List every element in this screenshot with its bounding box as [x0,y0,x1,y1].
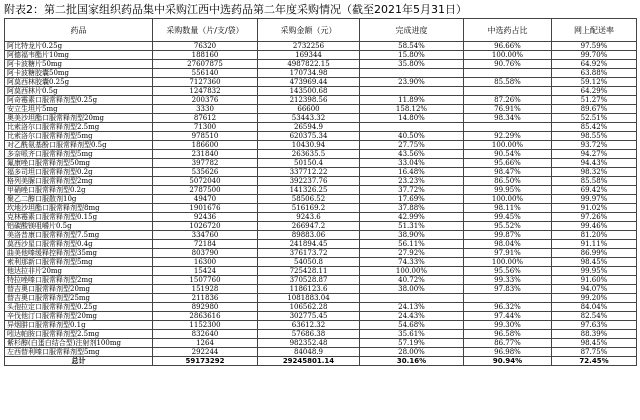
cell-progress: 54.68% [360,321,464,330]
cell-progress [360,294,464,303]
cell-share: 95.56% [464,267,552,276]
cell-share: 100.00% [464,195,552,204]
cell-amount: 392237.76 [258,177,360,186]
cell-volume: 2787500 [153,186,258,195]
cell-delivery: 85.58% [552,177,637,186]
cell-share: 99.30% [464,321,552,330]
cell-delivery: 99.95% [552,267,637,276]
table-row [5,330,637,339]
table-row [5,258,637,267]
cell-delivery: 51.27% [552,96,637,105]
cell-drug: 吲达帕胺口服常释剂型2.5mg [5,330,153,339]
cell-progress [360,123,464,132]
table-row [5,51,637,60]
cell-delivery: 59.12% [552,78,637,87]
cell-amount: 141326.25 [258,186,360,195]
table-row [5,78,637,87]
cell-delivery: 99.20% [552,294,637,303]
document-title: 附表2：第二批国家组织药品集中采购江西中选药品第二年度采购情况（截至2021年5月31日） [4,3,467,16]
cell-amount: 53443.32 [258,114,360,123]
cell-delivery: 98.55% [552,132,637,141]
cell-drug: 阿莫西林胶囊0.25g [5,78,153,87]
cell-delivery: 87.75% [552,348,637,357]
cell-drug: 异烟肼口服常释剂型0.1g [5,321,153,330]
cell-drug: 格列美脲口服常释剂型2mg [5,177,153,186]
cell-volume: 16300 [153,258,258,267]
cell-drug: 比索洛尔口服常释剂型5mg [5,132,153,141]
cell-volume: 556140 [153,69,258,78]
cell-share: 98.47% [464,168,552,177]
cell-progress: 27.92% [360,249,464,258]
cell-share [464,294,552,303]
cell-amount: 9243.6 [258,213,360,222]
cell-amount: 57686.38 [258,330,360,339]
cell-volume: 1901676 [153,204,258,213]
header-delivery: 网上配送率 [552,19,637,42]
cell-delivery: 97.59% [552,42,637,51]
cell-drug: 安立生坦片5mg [5,105,153,114]
cell-drug: 莫西沙星口服常释剂型0.4g [5,240,153,249]
table-row [5,96,637,105]
cell-progress: 15.80% [360,51,464,60]
cell-progress: 43.56% [360,150,464,159]
cell-drug: 左西替利嗪口服常释剂型5mg [5,348,153,357]
cell-volume: 334760 [153,231,258,240]
table-row [5,276,637,285]
cell-volume: 1026720 [153,222,258,231]
cell-progress: 33.04% [360,159,464,168]
total-delivery: 72.45% [552,357,637,366]
table-row [5,303,637,312]
cell-share: 100.00% [464,51,552,60]
cell-delivery: 99.46% [552,222,637,231]
table-row [5,87,637,96]
cell-drug: 替吉奥口服常释剂型20mg [5,285,153,294]
cell-amount: 212398.56 [258,96,360,105]
cell-progress: 11.89% [360,96,464,105]
cell-progress: 23.90% [360,78,464,87]
cell-amount: 725428.11 [258,267,360,276]
cell-drug: 特拉唑嗪口服常释剂型2mg [5,276,153,285]
table-row [5,177,637,186]
cell-amount: 66600 [258,105,360,114]
table-row [5,222,637,231]
cell-share: 96.58% [464,330,552,339]
cell-share: 97.83% [464,285,552,294]
cell-delivery: 52.51% [552,114,637,123]
cell-amount: 473969.44 [258,78,360,87]
cell-volume: 71300 [153,123,258,132]
cell-progress: 37.72% [360,186,464,195]
table-row [5,267,637,276]
cell-delivery: 82.54% [552,312,637,321]
cell-drug: 头孢拉定口服常释剂型0.25g [5,303,153,312]
table-row [5,213,637,222]
cell-amount: 84048.9 [258,348,360,357]
cell-drug: 对乙酰氨基酚口服常释剂型0.5g [5,141,153,150]
cell-drug: 比索洛尔口服常释剂型2.5mg [5,123,153,132]
cell-amount: 376173.72 [258,249,360,258]
cell-share [464,87,552,96]
table-row [5,105,637,114]
cell-progress: 38.90% [360,231,464,240]
cell-volume: 188160 [153,51,258,60]
cell-drug: 紫杉醇(白蛋白结合型)注射剂100mg [5,339,153,348]
cell-drug: 辛伐他汀口服常释剂型20mg [5,312,153,321]
cell-delivery: 94.43% [552,159,637,168]
table-total-row [5,357,637,366]
table-row [5,231,637,240]
table-row [5,114,637,123]
cell-amount: 4987822.15 [258,60,360,69]
cell-drug: 阿德福韦酯片10mg [5,51,153,60]
cell-progress: 100.00% [360,267,464,276]
cell-volume: 1507760 [153,276,258,285]
table-row [5,312,637,321]
cell-volume: 397782 [153,159,258,168]
cell-amount: 89883.06 [258,231,360,240]
table-row [5,168,637,177]
cell-progress: 158.12% [360,105,464,114]
cell-volume: 186600 [153,141,258,150]
table-row [5,141,637,150]
cell-amount: 169344 [258,51,360,60]
cell-share: 99.45% [464,213,552,222]
table-row [5,294,637,303]
cell-drug: 索利那新口服常释剂型5mg [5,258,153,267]
cell-delivery: 98.45% [552,339,637,348]
cell-volume: 72184 [153,240,258,249]
cell-amount: 54050.8 [258,258,360,267]
cell-amount: 170734.98 [258,69,360,78]
header-progress: 完成进度 [360,19,464,42]
cell-volume: 535626 [153,168,258,177]
cell-volume: 92436 [153,213,258,222]
cell-share: 86.50% [464,177,552,186]
table-row [5,195,637,204]
cell-drug: 氟康唑口服常释剂型50mg [5,159,153,168]
cell-volume: 231840 [153,150,258,159]
cell-share: 87.26% [464,96,552,105]
total-share: 90.94% [464,357,552,366]
cell-amount: 263635.5 [258,150,360,159]
cell-volume: 978510 [153,132,258,141]
cell-drug: 多奈哌齐口服常释剂型5mg [5,150,153,159]
cell-volume: 803790 [153,249,258,258]
cell-volume: 292244 [153,348,258,357]
cell-delivery: 88.39% [552,330,637,339]
cell-share [464,69,552,78]
cell-amount: 63612.32 [258,321,360,330]
cell-delivery: 64.92% [552,60,637,69]
cell-volume: 5072040 [153,177,258,186]
cell-drug: 坎地沙坦酯口服常释剂型8mg [5,204,153,213]
table-row [5,321,637,330]
cell-delivery: 81.20% [552,231,637,240]
table-row [5,348,637,357]
cell-amount: 50150.4 [258,159,360,168]
cell-share: 100.00% [464,258,552,267]
cell-progress: 51.31% [360,222,464,231]
cell-share: 98.11% [464,204,552,213]
cell-amount: 266947.2 [258,222,360,231]
table-row [5,150,637,159]
cell-delivery: 85.42% [552,123,637,132]
cell-delivery: 84.04% [552,303,637,312]
cell-share: 92.29% [464,132,552,141]
cell-drug: 福多司坦口服常释剂型0.2g [5,168,153,177]
cell-volume: 200376 [153,96,258,105]
header-volume: 采购数量（片/支/袋） [153,19,258,42]
cell-share: 100.00% [464,141,552,150]
cell-volume: 15424 [153,267,258,276]
cell-share: 98.04% [464,240,552,249]
cell-progress: 58.54% [360,42,464,51]
cell-delivery: 99.97% [552,195,637,204]
cell-delivery: 98.45% [552,258,637,267]
cell-drug: 替吉奥口服常释剂型25mg [5,294,153,303]
cell-drug: 甲硝唑口服常释剂型0.2g [5,186,153,195]
procurement-table [4,18,637,366]
table-row [5,132,637,141]
cell-volume: 151928 [153,285,258,294]
cell-progress: 28.00% [360,348,464,357]
header-drug: 药品 [5,19,153,42]
cell-share: 99.87% [464,231,552,240]
cell-volume: 211836 [153,294,258,303]
cell-drug: 他达拉非片20mg [5,267,153,276]
cell-delivery: 91.60% [552,276,637,285]
cell-delivery: 94.07% [552,285,637,294]
table-body [5,42,637,366]
table-row [5,339,637,348]
cell-progress: 40.50% [360,132,464,141]
cell-share: 99.95% [464,186,552,195]
cell-drug: 阿卡波糖片50mg [5,60,153,69]
cell-delivery: 97.26% [552,213,637,222]
cell-progress: 23.23% [360,177,464,186]
cell-volume: 2863616 [153,312,258,321]
cell-share: 90.54% [464,150,552,159]
cell-progress: 42.99% [360,213,464,222]
cell-progress: 35.61% [360,330,464,339]
cell-delivery: 94.27% [552,150,637,159]
cell-share: 96.66% [464,42,552,51]
cell-amount: 302775.45 [258,312,360,321]
cell-progress: 37.88% [360,204,464,213]
cell-volume: 49470 [153,195,258,204]
cell-progress: 40.72% [360,276,464,285]
cell-progress: 56.11% [360,240,464,249]
header-share: 中选药占比 [464,19,552,42]
total-progress: 30.16% [360,357,464,366]
cell-drug: 阿卡波糖胶囊50mg [5,69,153,78]
cell-drug: 曲美他嗪缓释控释剂型35mg [5,249,153,258]
cell-delivery: 63.88% [552,69,637,78]
table-row [5,285,637,294]
cell-drug: 奥美沙坦酯口服常释剂型20mg [5,114,153,123]
cell-delivery: 69.42% [552,186,637,195]
cell-share: 85.58% [464,78,552,87]
cell-amount: 143500.68 [258,87,360,96]
cell-volume: 892980 [153,303,258,312]
cell-drug: 美洛昔康口服常释剂型7.5mg [5,231,153,240]
cell-drug: 克林霉素口服常释剂型0.15g [5,213,153,222]
cell-volume: 7127360 [153,78,258,87]
cell-share: 96.32% [464,303,552,312]
cell-share [464,123,552,132]
cell-progress: 16.48% [360,168,464,177]
cell-drug: 阿比特龙片0.25g [5,42,153,51]
cell-progress: 14.80% [360,114,464,123]
table-header-row [5,19,637,42]
total-label: 总计 [5,357,153,366]
cell-progress: 74.33% [360,258,464,267]
cell-volume: 1152300 [153,321,258,330]
cell-delivery: 98.32% [552,168,637,177]
cell-amount: 241894.45 [258,240,360,249]
cell-delivery: 86.99% [552,249,637,258]
cell-progress: 35.80% [360,60,464,69]
cell-delivery: 64.29% [552,87,637,96]
cell-delivery: 89.67% [552,105,637,114]
cell-delivery: 99.70% [552,51,637,60]
table-row [5,240,637,249]
cell-share: 96.98% [464,348,552,357]
cell-volume: 27607875 [153,60,258,69]
cell-share: 99.33% [464,276,552,285]
cell-share: 95.52% [464,222,552,231]
cell-delivery: 93.72% [552,141,637,150]
cell-progress: 17.69% [360,195,464,204]
cell-progress: 24.43% [360,312,464,321]
cell-share: 86.77% [464,339,552,348]
cell-progress: 24.13% [360,303,464,312]
cell-progress [360,69,464,78]
cell-amount: 2732256 [258,42,360,51]
table-row [5,159,637,168]
table-row [5,186,637,195]
table-row [5,249,637,258]
cell-share: 98.34% [464,114,552,123]
cell-volume: 1264 [153,339,258,348]
cell-drug: 铝碳酸镁咀嚼片0.5g [5,222,153,231]
cell-drug: 聚乙二醇口服散剂10g [5,195,153,204]
cell-progress: 38.00% [360,285,464,294]
cell-delivery: 91.02% [552,204,637,213]
cell-delivery: 91.11% [552,240,637,249]
total-amount: 29245801.14 [258,357,360,366]
cell-amount: 620375.34 [258,132,360,141]
cell-share: 95.66% [464,159,552,168]
cell-amount: 1186123.6 [258,285,360,294]
cell-volume: 1247832 [153,87,258,96]
header-amount: 采购金额（元） [258,19,360,42]
table-row [5,69,637,78]
cell-share: 97.44% [464,312,552,321]
cell-volume: 76320 [153,42,258,51]
cell-amount: 982352.48 [258,339,360,348]
cell-share: 90.76% [464,60,552,69]
cell-progress: 57.19% [360,339,464,348]
cell-drug: 阿奇霉素口服常释剂型0.25g [5,96,153,105]
cell-volume: 3330 [153,105,258,114]
cell-share: 97.91% [464,249,552,258]
cell-share: 76.91% [464,105,552,114]
cell-progress: 27.75% [360,141,464,150]
cell-amount: 1081883.04 [258,294,360,303]
cell-drug: 阿莫西林片0.5g [5,87,153,96]
cell-volume: 87612 [153,114,258,123]
cell-amount: 106562.28 [258,303,360,312]
table-row [5,60,637,69]
cell-volume: 832640 [153,330,258,339]
cell-progress [360,87,464,96]
table-row [5,204,637,213]
cell-amount: 10430.94 [258,141,360,150]
total-volume: 59173292 [153,357,258,366]
cell-amount: 337712.22 [258,168,360,177]
cell-amount: 58506.52 [258,195,360,204]
cell-amount: 370528.87 [258,276,360,285]
cell-amount: 516169.2 [258,204,360,213]
cell-amount: 26594.9 [258,123,360,132]
table-row [5,123,637,132]
cell-delivery: 97.63% [552,321,637,330]
table-row [5,42,637,51]
